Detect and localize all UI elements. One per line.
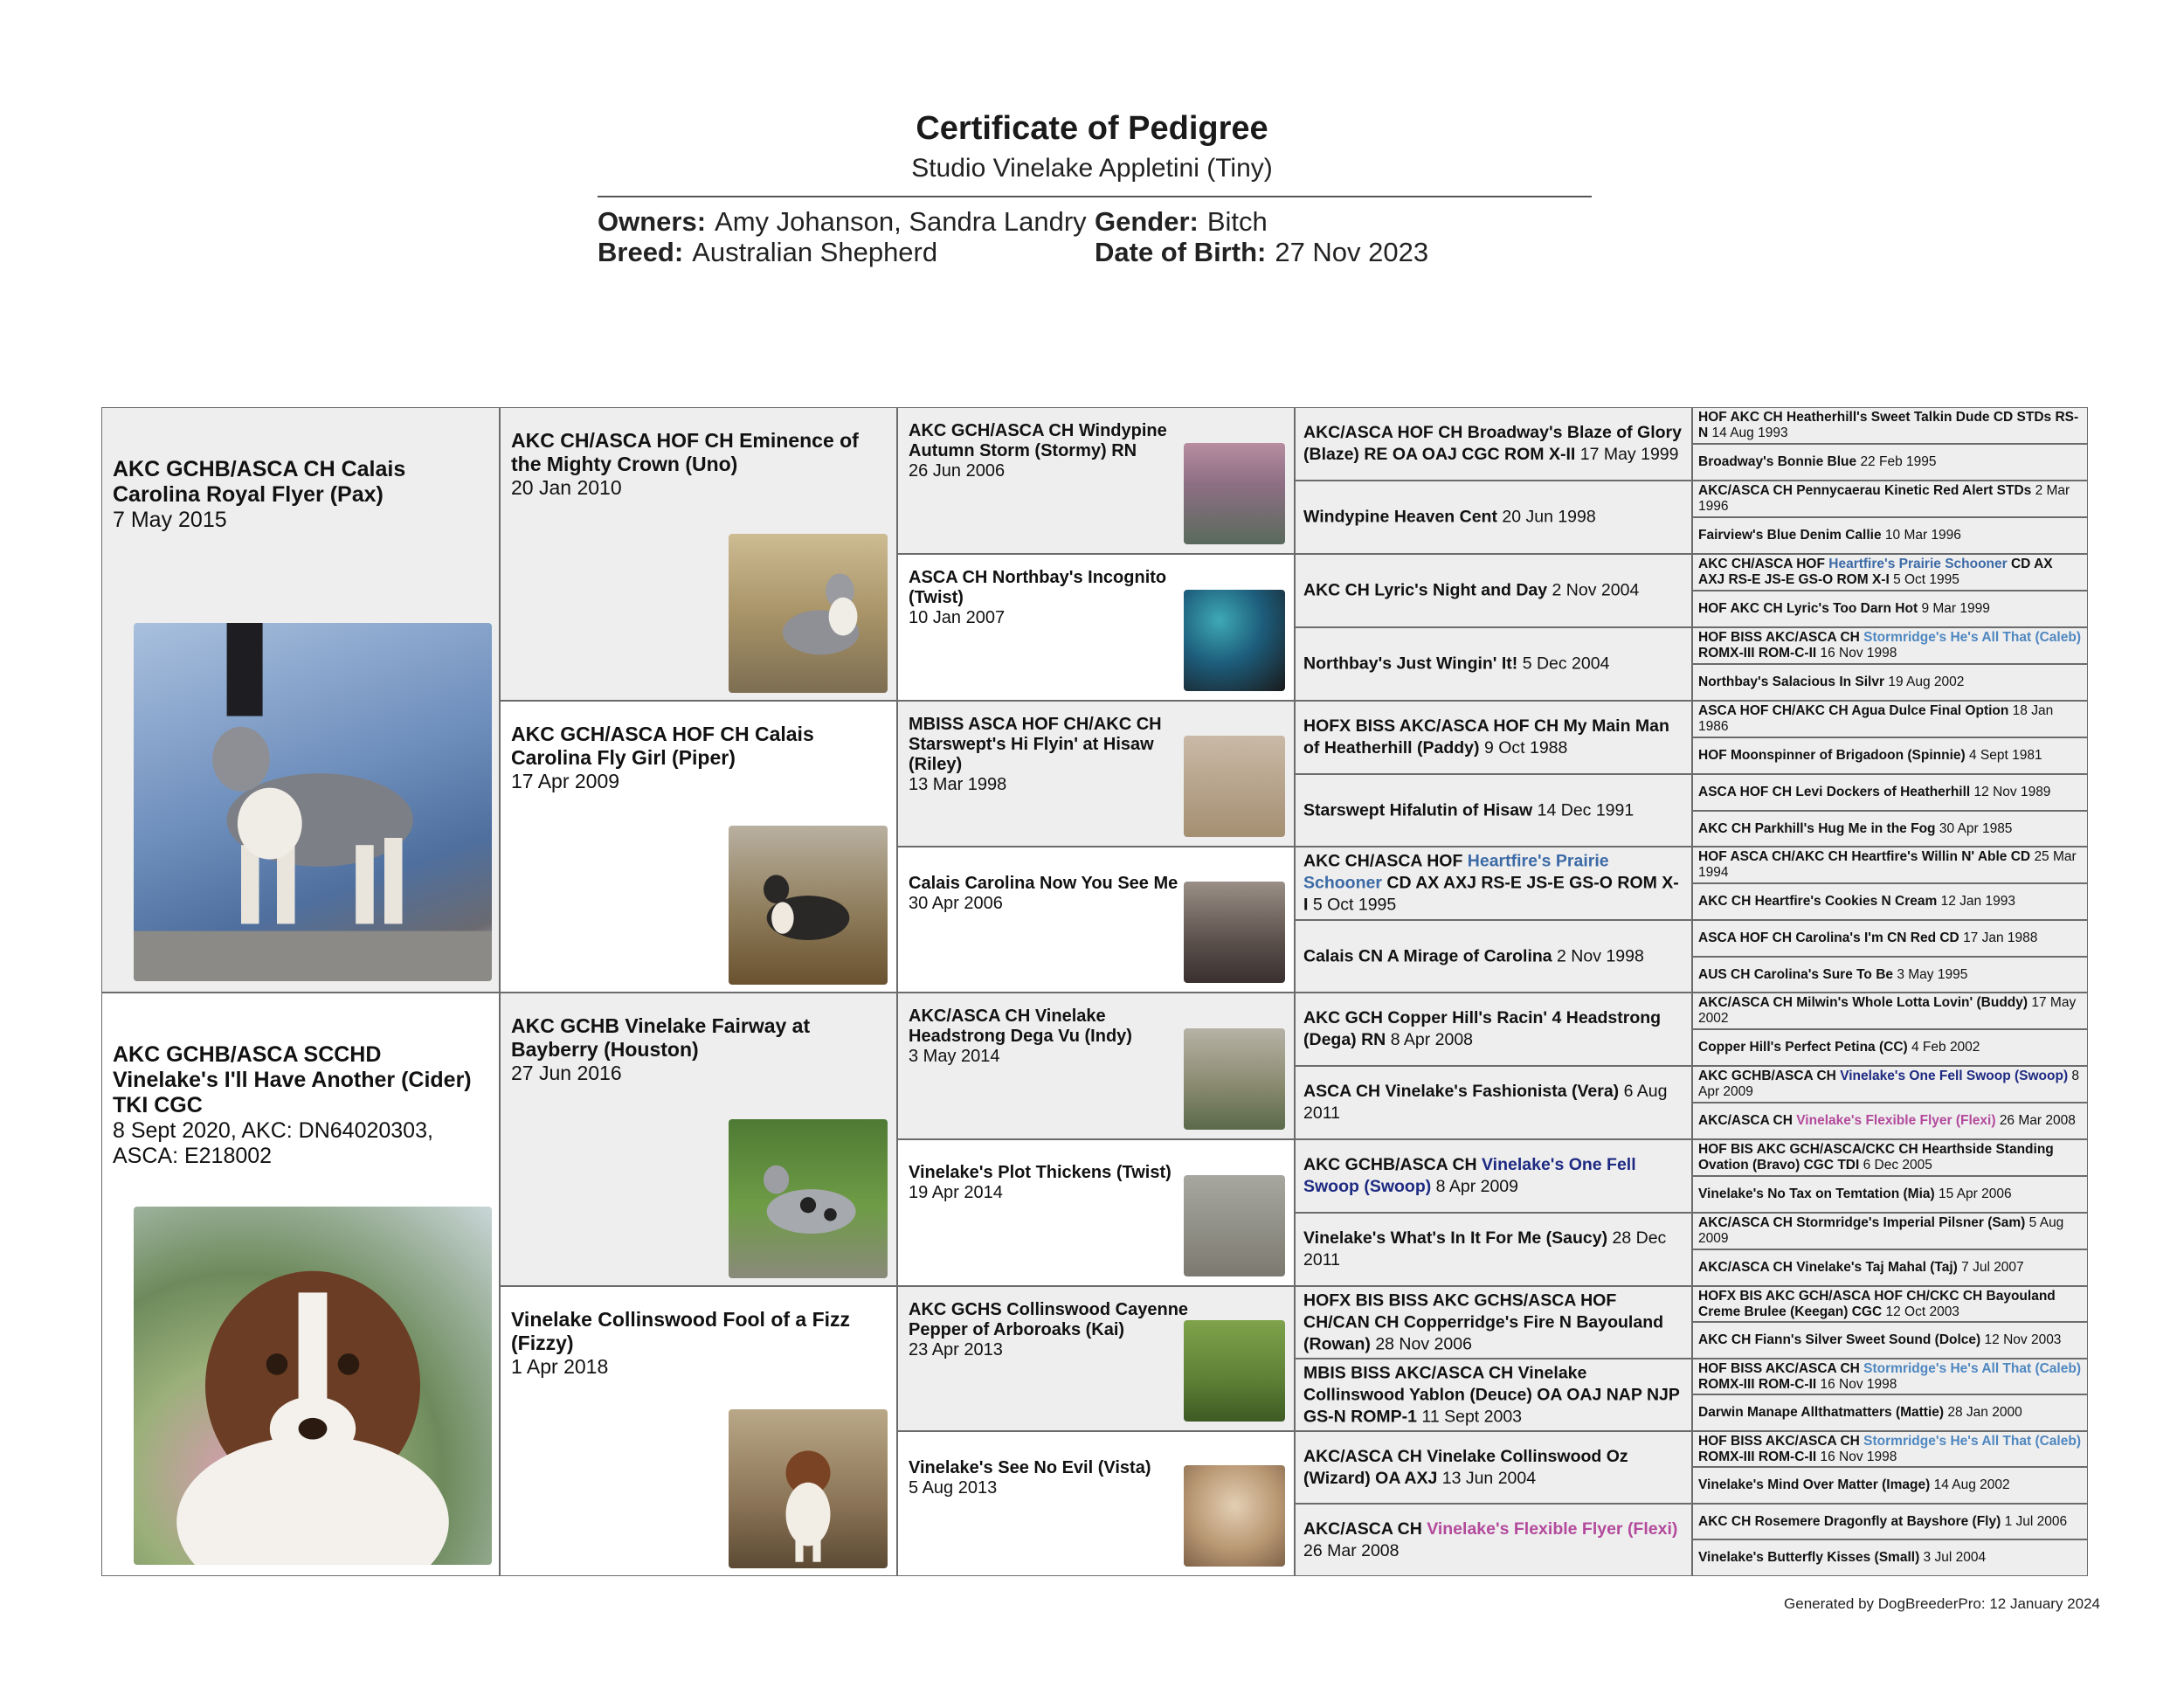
gen4-info: 6 Aug 2011 — [1303, 1082, 1668, 1123]
gen3-cell-vista — [897, 1431, 1295, 1576]
gen4-name: MBIS BISS AKC/ASCA CH Vinelake Collinswood Yablon (Deuce) OA OAJ NAP NJP GS-N ROMP-1 — [1303, 1363, 1680, 1426]
gen5-cell — [1692, 1213, 2088, 1249]
gen4-cell — [1295, 1066, 1692, 1139]
gen4-name: AKC/ASCA CH Vinelake Collinswood Oz (Wizard) OA AXJ — [1303, 1446, 1628, 1488]
dog-photo-plot — [1184, 1175, 1285, 1276]
gen3-name: AKC GCHS Collinswood Cayenne Pepper of Arboroaks (Kai) — [909, 1300, 1189, 1339]
gen5-info: 6 Dec 2005 — [1863, 1158, 1932, 1173]
gen4-cell — [1295, 1286, 1692, 1359]
gen5-name: HOFX BIS AKC GCH/ASCA HOF CH/CKC CH Bayouland Creme Brulee (Keegan) CGC — [1698, 1288, 2056, 1319]
gen5-info: 3 Jul 2004 — [1923, 1550, 1987, 1565]
gen2-info: 17 Apr 2009 — [511, 770, 620, 792]
gen5-name: Fairview's Blue Denim Callie — [1698, 528, 1882, 543]
dog-photo-indy — [1184, 1028, 1285, 1130]
gen3-name: Calais Carolina Now You See Me — [909, 874, 1178, 893]
gen4-info: 2 Nov 1998 — [1557, 946, 1644, 965]
gen5-name: Broadway's Bonnie Blue — [1698, 454, 1857, 469]
gen4-cell — [1295, 481, 1692, 554]
gen5-info: 12 Nov 2003 — [1984, 1332, 2062, 1347]
gender-label: Gender: — [1095, 206, 1199, 237]
gen5-cell — [1692, 664, 2088, 701]
gen2-name: Vinelake Collinswood Fool of a Fizz (Fizzy) — [511, 1308, 851, 1354]
gen4-cell — [1295, 554, 1692, 627]
gen4-cell — [1295, 847, 1692, 920]
gen2-info: 1 Apr 2018 — [511, 1355, 609, 1378]
gen2-info: 27 Jun 2016 — [511, 1062, 622, 1084]
gen4-name: ASCA CH Vinelake's Fashionista (Vera) — [1303, 1082, 1620, 1101]
gen5-name: AKC/ASCA CH Vinelake's Taj Mahal (Taj) — [1698, 1260, 1958, 1275]
gen5-name: HOF ASCA CH/AKC CH Heartfire's Willin N' Able CD — [1698, 849, 2031, 864]
gen5-linked-name[interactable]: Vinelake's One Fell Swoop (Swoop) — [1840, 1069, 2069, 1083]
gen5-linked-name[interactable]: Stormridge's He's All That (Caleb) — [1863, 1360, 2081, 1376]
gen5-suffix: ROMX-III ROM-C-II — [1698, 1449, 1817, 1464]
gen5-info: 30 Apr 1985 — [1939, 820, 2013, 836]
gen5-prefix: AKC GCHB/ASCA CH — [1698, 1069, 1841, 1083]
dog-silhouette-icon — [729, 1409, 888, 1568]
gen5-prefix: HOF BISS AKC/ASCA CH — [1698, 1433, 1864, 1449]
gen5-name: HOF AKC CH Lyric's Too Darn Hot — [1698, 601, 1918, 616]
gen5-cell — [1692, 1394, 2088, 1431]
gen4-info: 5 Dec 2004 — [1522, 654, 1610, 674]
gen5-cell — [1692, 1359, 2088, 1394]
gen5-info: 12 Jan 1993 — [1940, 894, 2015, 909]
gen5-info: 4 Feb 2002 — [1911, 1040, 1980, 1055]
gen5-info: 5 Oct 1995 — [1893, 572, 1959, 587]
gen1-dam-info: 8 Sept 2020, AKC: DN64020303, ASCA: E218002 — [113, 1118, 433, 1168]
gen5-cell — [1692, 701, 2088, 737]
dog-silhouette-icon — [729, 534, 888, 693]
dog-silhouette-icon — [134, 623, 492, 981]
gen4-cell — [1295, 1359, 1692, 1431]
gen5-cell — [1692, 1029, 2088, 1066]
dog-photo-twist — [1184, 590, 1285, 691]
gen5-cell — [1692, 1322, 2088, 1359]
gen5-prefix: HOF BISS AKC/ASCA CH — [1698, 1360, 1864, 1376]
gen5-info: 16 Nov 1998 — [1820, 646, 1897, 661]
gen5-cell — [1692, 1286, 2088, 1322]
gen4-info: 28 Nov 2006 — [1375, 1334, 1472, 1353]
owners-row — [598, 206, 1087, 238]
gen5-name: AKC CH Heartfire's Cookies N Cream — [1698, 894, 1938, 909]
gen1-dam-cell — [101, 993, 500, 1576]
gen4-cell — [1295, 993, 1692, 1066]
gen4-prefix: AKC GCHB/ASCA CH — [1303, 1155, 1482, 1174]
gen4-cell — [1295, 920, 1692, 993]
gen5-info: 4 Sept 1981 — [1968, 748, 2042, 763]
gen5-info: 12 Oct 2003 — [1885, 1304, 1959, 1319]
gen5-info: 26 Mar 2008 — [1999, 1113, 2076, 1128]
gen5-cell — [1692, 627, 2088, 664]
breed-label: Breed: — [598, 237, 684, 267]
gen4-info: 11 Sept 2003 — [1421, 1407, 1523, 1426]
gen5-prefix: AKC CH/ASCA HOF — [1698, 557, 1829, 571]
gender-value: Bitch — [1206, 206, 1268, 237]
gen5-cell — [1692, 554, 2088, 591]
gen5-name: AKC/ASCA CH Milwin's Whole Lotta Lovin' (Buddy) — [1698, 995, 2028, 1010]
gen5-info: 5 Aug 2009 — [1698, 1215, 2064, 1246]
gen4-cell — [1295, 774, 1692, 847]
gen5-cell — [1692, 481, 2088, 517]
gen4-info: 28 Dec 2011 — [1303, 1228, 1667, 1269]
gen3-cell-stormy — [897, 407, 1295, 554]
gen5-name: AKC/ASCA CH Stormridge's Imperial Pilsner (Sam) — [1698, 1215, 2026, 1230]
gen5-info: 14 Aug 1993 — [1711, 425, 1788, 440]
gen5-suffix: ROMX-III ROM-C-II — [1698, 1376, 1817, 1392]
gen5-info: 17 May 2002 — [1698, 995, 2077, 1026]
gen5-cell — [1692, 993, 2088, 1029]
gen1-sire-name: AKC GCHB/ASCA CH Calais Carolina Royal Flyer (Pax) — [113, 457, 406, 507]
gen5-name: AKC CH Rosemere Dragonfly at Bayshore (Fly) — [1698, 1513, 2001, 1529]
gen5-info: 9 Mar 1999 — [1921, 601, 1990, 616]
gen5-name: Darwin Manape Allthatmatters (Mattie) — [1698, 1405, 1945, 1420]
gen4-name: Starswept Hifalutin of Hisaw — [1303, 800, 1533, 820]
gen1-sire-info: 7 May 2015 — [113, 508, 227, 532]
gen4-info: 9 Oct 1988 — [1483, 738, 1568, 758]
dog-photo-pax — [134, 623, 492, 981]
gen4-info: 26 Mar 2008 — [1303, 1540, 1400, 1560]
breed-value: Australian Shepherd — [692, 237, 938, 267]
gen5-info: 25 Mar 1994 — [1698, 849, 2077, 880]
gen5-cell — [1692, 1066, 2088, 1103]
certificate-title: Certificate of Pedigree — [916, 110, 1268, 147]
gen3-name: ASCA CH Northbay's Incognito (Twist) — [909, 568, 1167, 607]
gen5-cell — [1692, 1176, 2088, 1213]
gen3-cell-calais — [897, 847, 1295, 993]
gen4-cell — [1295, 1139, 1692, 1213]
gen5-linked-name[interactable]: Heartfire's Prairie Schooner — [1828, 557, 2008, 571]
gen2-info: 20 Jan 2010 — [511, 476, 622, 499]
dog-photo-piper — [729, 826, 888, 985]
gen3-name: MBISS ASCA HOF CH/AKC CH Starswept's Hi Flyin' at Hisaw (Riley) — [909, 715, 1162, 774]
gen5-info: 22 Feb 1995 — [1860, 454, 1937, 469]
gen5-name: Vinelake's No Tax on Temtation (Mia) — [1698, 1186, 1935, 1201]
gen1-sire-cell — [101, 407, 500, 993]
certificate-header — [0, 0, 2184, 315]
gen5-info: 10 Mar 1996 — [1884, 528, 1961, 543]
gen5-name: AUS CH Carolina's Sure To Be — [1698, 966, 1894, 982]
gen5-info: 19 Aug 2002 — [1888, 675, 1965, 689]
gen4-name: Windypine Heaven Cent — [1303, 507, 1497, 527]
gen5-name: HOF Moonspinner of Brigadoon (Spinnie) — [1698, 748, 1966, 763]
gen5-info: 2 Mar 1996 — [1698, 483, 2070, 514]
gen5-cell — [1692, 883, 2088, 920]
gen5-info: 16 Nov 1998 — [1820, 1449, 1897, 1464]
gen5-cell — [1692, 517, 2088, 554]
gen3-info: 30 Apr 2006 — [909, 894, 1003, 913]
gen2-cell-fizzy — [500, 1286, 897, 1576]
gen5-cell — [1692, 774, 2088, 811]
gen5-name: HOF AKC CH Heatherhill's Sweet Talkin Dude CD STDs RS-N — [1698, 410, 2079, 440]
gen5-name: AKC/ASCA CH Pennycaerau Kinetic Red Alert STDs — [1698, 483, 2032, 498]
gen2-cell-houston — [500, 993, 897, 1286]
gen4-info: 14 Dec 1991 — [1537, 800, 1635, 820]
dog-photo-uno — [729, 534, 888, 693]
gen2-name: AKC GCH/ASCA HOF CH Calais Carolina Fly Girl (Piper) — [511, 723, 814, 769]
gen4-cell — [1295, 701, 1692, 774]
gen5-cell — [1692, 591, 2088, 627]
gen3-info: 13 Mar 1998 — [909, 775, 1007, 794]
gen3-cell-riley — [897, 701, 1295, 847]
dog-photo-calais — [1184, 882, 1285, 983]
gen4-cell — [1295, 407, 1692, 481]
header-divider — [598, 196, 1592, 197]
gen5-info: 17 Jan 1988 — [1963, 930, 2038, 945]
gen5-cell — [1692, 1539, 2088, 1576]
gen5-cell — [1692, 444, 2088, 481]
gen5-cell — [1692, 920, 2088, 957]
gen2-name: AKC GCHB Vinelake Fairway at Bayberry (Houston) — [511, 1014, 811, 1061]
gen4-cell — [1295, 1213, 1692, 1286]
gen3-name: Vinelake's Plot Thickens (Twist) — [909, 1163, 1171, 1182]
gen5-cell — [1692, 811, 2088, 847]
gen4-name: Northbay's Just Wingin' It! — [1303, 654, 1518, 674]
gen4-info: 8 Apr 2008 — [1390, 1030, 1474, 1049]
gen4-info: 20 Jun 1998 — [1502, 507, 1596, 527]
dog-photo-cider — [134, 1207, 492, 1565]
dog-photo-riley — [1184, 736, 1285, 837]
gen5-cell — [1692, 1249, 2088, 1286]
gen4-name: Calais CN A Mirage of Carolina — [1303, 946, 1552, 965]
gen5-info: 8 Apr 2009 — [1698, 1069, 2080, 1099]
owners-label: Owners: — [598, 206, 707, 237]
gen5-info: 16 Nov 1998 — [1820, 1376, 1897, 1392]
gen4-suffix: CD AX AXJ RS-E JS-E GS-O ROM X-I — [1303, 873, 1679, 915]
gen5-info: 3 May 1995 — [1897, 966, 1968, 982]
gen5-cell — [1692, 1139, 2088, 1176]
gen5-cell — [1692, 1103, 2088, 1139]
dog-photo-kai — [1184, 1320, 1285, 1422]
gen3-cell-indy — [897, 993, 1295, 1139]
dog-photo-vista — [1184, 1465, 1285, 1567]
gen5-linked-name[interactable]: Vinelake's Flexible Flyer (Flexi) — [1796, 1113, 1996, 1128]
footer-label: Generated by DogBreederPro: — [1784, 1595, 1986, 1612]
gen3-info: 26 Jun 2006 — [909, 461, 1006, 481]
gen5-info: 1 Jul 2006 — [2004, 1513, 2068, 1529]
gen5-info: 12 Nov 1989 — [1973, 785, 2051, 799]
breed-row — [598, 237, 937, 268]
dog-silhouette-icon — [729, 1119, 888, 1278]
gen4-info: 5 Oct 1995 — [1312, 895, 1397, 915]
gen5-name: ASCA HOF CH Carolina's I'm CN Red CD — [1698, 930, 1959, 945]
gen5-suffix: CD AX AXJ RS-E JS-E GS-O ROM X-I — [1698, 557, 2053, 587]
gen5-name: Vinelake's Mind Over Matter (Image) — [1698, 1477, 1931, 1492]
gen5-prefix: HOF BISS AKC/ASCA CH — [1698, 630, 1864, 645]
dog-portrait-icon — [134, 1207, 492, 1565]
gen5-name: AKC CH Fiann's Silver Sweet Sound (Dolce) — [1698, 1332, 1981, 1347]
gen5-name: Copper Hill's Perfect Petina (CC) — [1698, 1040, 1908, 1055]
gen4-linked-name[interactable]: Vinelake's One Fell Swoop (Swoop) — [1303, 1155, 1636, 1196]
dob-label: Date of Birth: — [1095, 237, 1267, 267]
gen4-info: 2 Nov 2004 — [1552, 580, 1640, 600]
gen4-name: AKC CH Lyric's Night and Day — [1303, 580, 1548, 600]
gen5-name: AKC CH Parkhill's Hug Me in the Fog — [1698, 820, 1936, 836]
gen4-info: 8 Apr 2009 — [1435, 1177, 1518, 1196]
dog-photo-houston — [729, 1119, 888, 1278]
gen2-name: AKC CH/ASCA HOF CH Eminence of the Mighty Crown (Uno) — [511, 429, 859, 475]
dog-name: Studio Vinelake Appletini (Tiny) — [911, 154, 1273, 183]
gen1-dam-name: AKC GCHB/ASCA SCCHD Vinelake's I'll Have Another (Cider) TKI CGC — [113, 1042, 472, 1117]
footer — [1310, 1595, 2100, 1613]
gen3-name: AKC/ASCA CH Vinelake Headstrong Dega Vu (Indy) — [909, 1007, 1132, 1046]
footer-date: 12 January 2024 — [1989, 1595, 2100, 1612]
gen3-cell-plot — [897, 1139, 1295, 1286]
gen5-linked-name[interactable]: Stormridge's He's All That (Caleb) — [1863, 1433, 2081, 1449]
gen3-info: 5 Aug 2013 — [909, 1478, 998, 1498]
gen3-info: 23 Apr 2013 — [909, 1340, 1003, 1359]
gen4-cell — [1295, 1431, 1692, 1504]
gen4-info: 17 May 1999 — [1579, 445, 1679, 464]
gen5-linked-name[interactable]: Stormridge's He's All That (Caleb) — [1863, 630, 2081, 645]
gen3-cell-kai — [897, 1286, 1295, 1431]
gen5-info: 28 Jan 2000 — [1947, 1405, 2022, 1420]
gen5-name: Northbay's Salacious In Silvr — [1698, 675, 1885, 689]
gen4-name: HOFX BISS AKC/ASCA HOF CH My Main Man of Heatherhill (Paddy) — [1303, 716, 1669, 758]
gen3-info: 3 May 2014 — [909, 1047, 1000, 1066]
dob-row — [1095, 237, 1428, 268]
gen5-suffix: ROMX-III ROM-C-II — [1698, 646, 1817, 661]
dob-value: 27 Nov 2023 — [1275, 237, 1429, 267]
gen2-cell-uno — [500, 407, 897, 701]
gen3-name: Vinelake's See No Evil (Vista) — [909, 1458, 1151, 1477]
dog-silhouette-icon — [729, 826, 888, 985]
gen5-info: 15 Apr 2006 — [1939, 1186, 2012, 1201]
gen5-name: ASCA HOF CH/AKC CH Agua Dulce Final Option — [1698, 703, 2009, 718]
gen4-name: AKC GCH Copper Hill's Racin' 4 Headstrong (Dega) RN — [1303, 1008, 1662, 1049]
gen5-cell — [1692, 737, 2088, 774]
gen5-name: ASCA HOF CH Levi Dockers of Heatherhill — [1698, 785, 1971, 799]
gen3-name: AKC GCH/ASCA CH Windypine Autumn Storm (Stormy) RN — [909, 421, 1167, 460]
gen5-cell — [1692, 847, 2088, 883]
gen3-info: 19 Apr 2014 — [909, 1183, 1003, 1202]
gen5-name: HOF BIS AKC GCH/ASCA/CKC CH Hearthside Standing Ovation (Bravo) CGC TDI — [1698, 1142, 2054, 1173]
gen4-cell — [1295, 627, 1692, 701]
gen4-prefix: AKC CH/ASCA HOF — [1303, 851, 1468, 871]
gen5-cell — [1692, 1467, 2088, 1504]
owners-value: Amy Johanson, Sandra Landry — [715, 206, 1087, 237]
gen5-cell — [1692, 957, 2088, 993]
gen4-name: HOFX BIS BISS AKC GCHS/ASCA HOF CH/CAN CH Copperridge's Fire N Bayouland (Rowan) — [1303, 1290, 1664, 1353]
gen5-name: Vinelake's Butterfly Kisses (Small) — [1698, 1550, 1920, 1565]
gen5-info: 18 Jan 1986 — [1698, 703, 2054, 734]
gen5-cell — [1692, 1504, 2088, 1539]
gen4-prefix: AKC/ASCA CH — [1303, 1519, 1427, 1539]
gen5-info: 14 Aug 2002 — [1933, 1477, 2010, 1492]
gen4-linked-name[interactable]: Vinelake's Flexible Flyer (Flexi) — [1427, 1519, 1678, 1539]
gen4-name: Vinelake's What's In It For Me (Saucy) — [1303, 1228, 1608, 1248]
gen5-prefix: AKC/ASCA CH — [1698, 1113, 1797, 1128]
gen3-info: 10 Jan 2007 — [909, 608, 1006, 627]
dog-photo-stormy — [1184, 443, 1285, 544]
gen2-cell-piper — [500, 701, 897, 993]
gender-row — [1095, 206, 1268, 238]
gen5-info: 7 Jul 2007 — [1961, 1260, 2024, 1275]
gen5-cell — [1692, 1431, 2088, 1467]
gen3-cell-twist — [897, 554, 1295, 701]
gen5-cell — [1692, 407, 2088, 444]
gen4-name: AKC/ASCA HOF CH Broadway's Blaze of Glory (Blaze) RE OA OAJ CGC ROM X-II — [1303, 423, 1682, 464]
gen4-cell — [1295, 1504, 1692, 1576]
gen4-info: 13 Jun 2004 — [1441, 1468, 1537, 1488]
gen4-linked-name[interactable]: Heartfire's Prairie Schooner — [1303, 851, 1609, 893]
dog-photo-fizzy — [729, 1409, 888, 1568]
